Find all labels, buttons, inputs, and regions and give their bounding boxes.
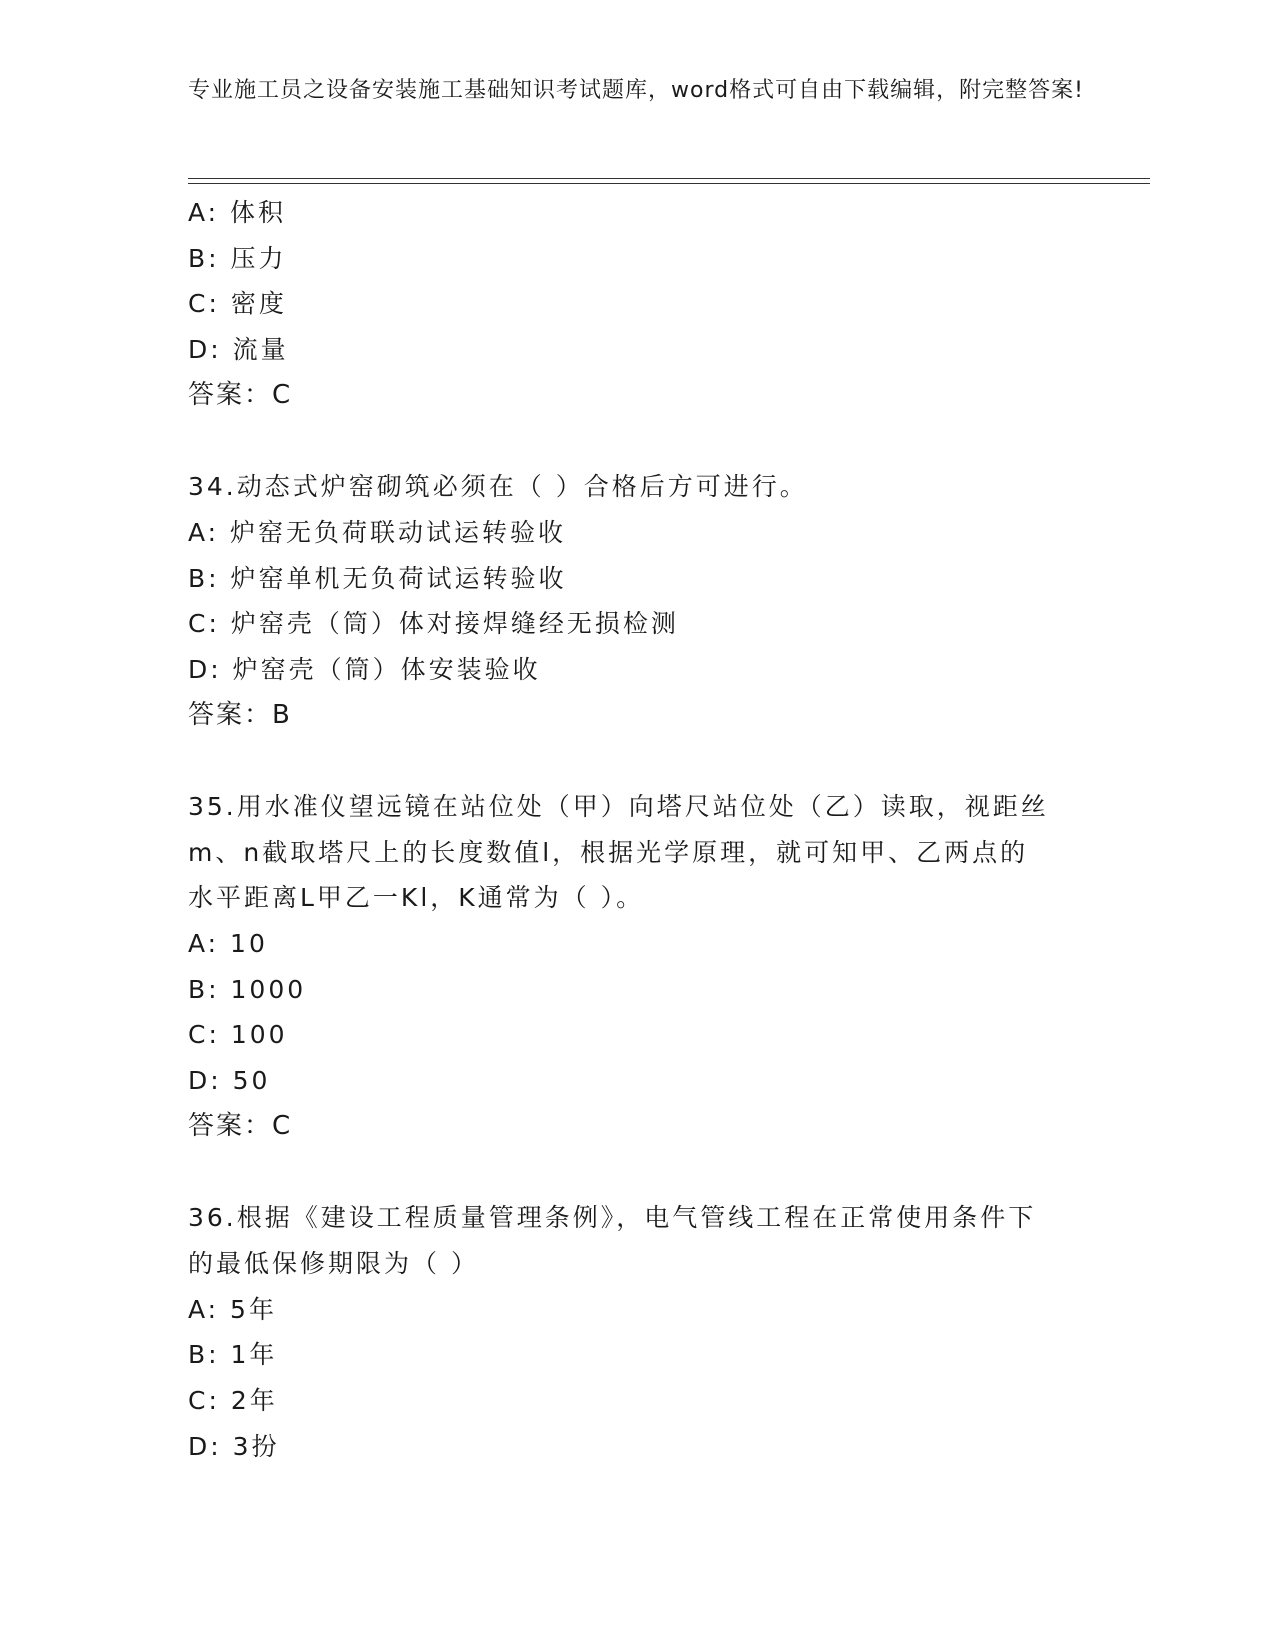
option-d: D: 3扮	[188, 1431, 280, 1461]
page-header	[188, 74, 1088, 108]
answer: 答案：C	[188, 1110, 293, 1141]
option-c: C: 密度	[188, 289, 287, 319]
option-a: A: 10	[188, 929, 268, 958]
option-b: B: 1年	[188, 1340, 278, 1370]
question-text-line-3: 水平距离L甲乙一Kl，K通常为（ ）。	[188, 883, 645, 913]
option-b: B: 压力	[188, 243, 287, 273]
option-d: D: 炉窑壳（筒）体安装验收	[188, 654, 541, 684]
document-body	[188, 190, 1088, 1469]
answer: 答案：B	[188, 699, 292, 730]
option-a: A: 5年	[188, 1294, 277, 1324]
option-d: D: 50	[188, 1066, 271, 1096]
option-b: B: 炉窑单机无负荷试运转验收	[188, 563, 567, 593]
question-text-line-1: 36.根据《建设工程质量管理条例》，电气管线工程在正常使用条件下	[188, 1203, 1037, 1233]
question-text-line-2: m、n截取塔尺上的长度数值l，根据光学原理，就可知甲、乙两点的	[188, 837, 1029, 867]
header-text: 专业施工员之设备安装施工基础知识考试题库，word格式可自由下载编辑，附完整答案!	[188, 78, 1084, 103]
option-b: B: 1000	[188, 974, 307, 1004]
header-divider	[188, 178, 1150, 184]
option-a: A: 炉窑无负荷联动试运转验收	[188, 517, 567, 547]
answer: 答案：C	[188, 379, 293, 410]
option-c: C: 2年	[188, 1385, 278, 1415]
question-36	[188, 1195, 1088, 1469]
option-c: C: 炉窑壳（筒）体对接焊缝经无损检测	[188, 609, 679, 639]
question-35	[188, 784, 1088, 1150]
question-text-line-2: 的最低保修期限为（ ）	[188, 1248, 479, 1278]
question-partial	[188, 190, 1088, 418]
option-a: A: 体积	[188, 198, 287, 227]
option-c: C: 100	[188, 1020, 288, 1050]
option-d: D: 流量	[188, 335, 289, 365]
question-text-line-1: 35.用水准仪望远镜在站位处（甲）向塔尺站位处（乙）读取，视距丝	[188, 791, 1049, 821]
question-34	[188, 464, 1088, 738]
question-text: 34.动态式炉窑砌筑必须在（ ）合格后方可进行。	[188, 472, 808, 502]
